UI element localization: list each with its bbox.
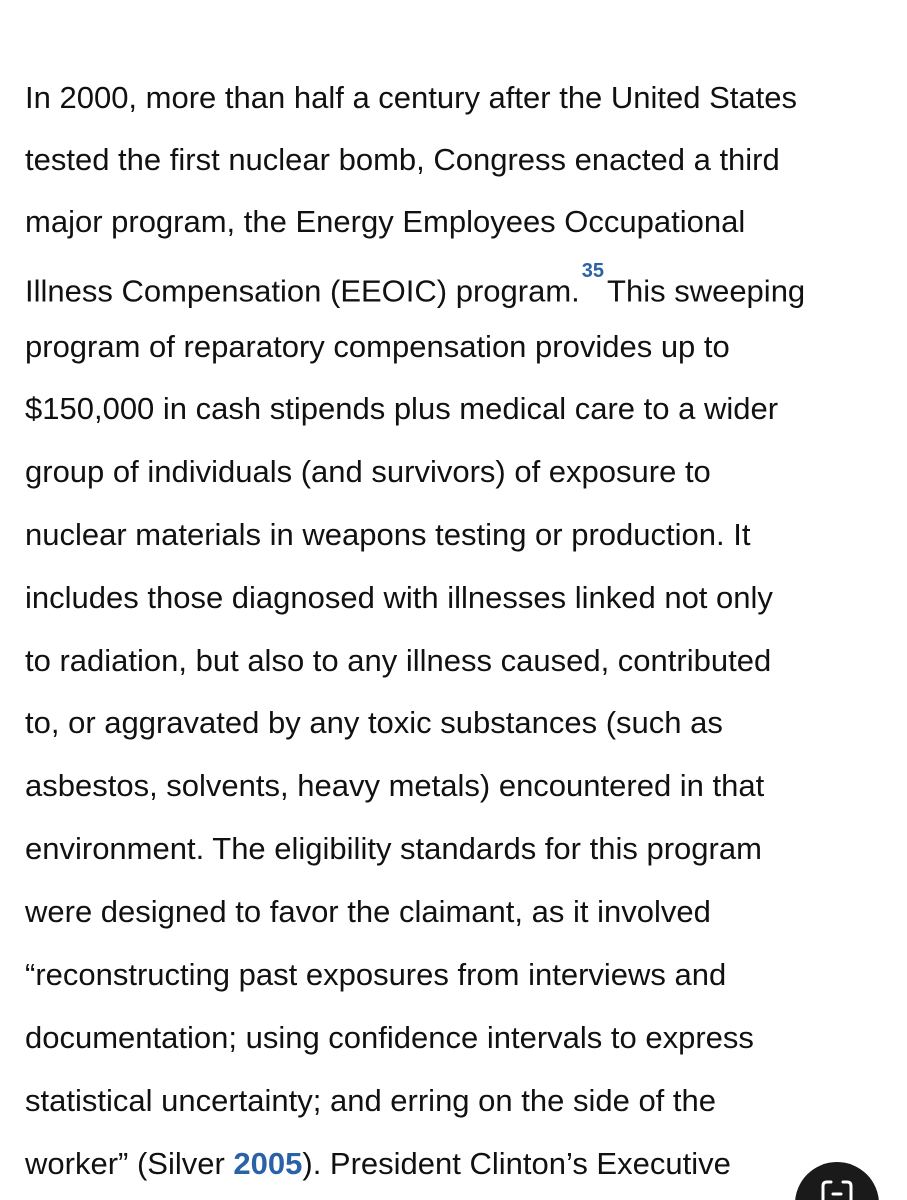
text-line: program of reparatory compensation provides up to: [25, 329, 730, 364]
text-line: $150,000 in cash stipends plus medical care to a wider: [25, 391, 779, 426]
text-line: In 2000, more than half a century after the United States: [25, 80, 798, 115]
text-line-with-footnote: [25, 260, 806, 309]
text-line: includes those diagnosed with illnesses linked not only: [25, 580, 773, 615]
text-segment: Illness Compensation (EEOIC) program.: [25, 273, 580, 309]
text-line: environment. The eligibility standards for this program: [25, 831, 762, 866]
text-segment: worker” (Silver: [25, 1146, 234, 1181]
text-line: to radiation, but also to any illness caused, contributed: [25, 643, 772, 678]
footnote-link[interactable]: 35: [581, 260, 605, 282]
text-line: documentation; using confidence intervals to express: [25, 1020, 754, 1055]
text-line: asbestos, solvents, heavy metals) encountered in that: [25, 768, 765, 803]
text-line-with-citation: [25, 1144, 731, 1184]
text-line: to, or aggravated by any toxic substances (such as: [25, 705, 723, 740]
text-line: “reconstructing past exposures from interviews and: [25, 957, 727, 992]
text-line: nuclear materials in weapons testing or production. It: [25, 517, 751, 552]
text-segment: ). President Clinton’s Executive: [302, 1146, 731, 1181]
floating-action-button[interactable]: [795, 1162, 879, 1200]
text-line: were designed to favor the claimant, as it involved: [25, 894, 711, 929]
text-line: tested the first nuclear bomb, Congress enacted a third: [25, 142, 780, 177]
text-segment: This sweeping: [607, 273, 806, 309]
text-line: statistical uncertainty; and erring on the side of the: [25, 1083, 717, 1118]
citation-link[interactable]: 2005: [233, 1146, 303, 1181]
expand-icon: [817, 1178, 857, 1200]
text-line: group of individuals (and survivors) of exposure to: [25, 454, 711, 489]
text-line: major program, the Energy Employees Occupational: [25, 204, 746, 239]
